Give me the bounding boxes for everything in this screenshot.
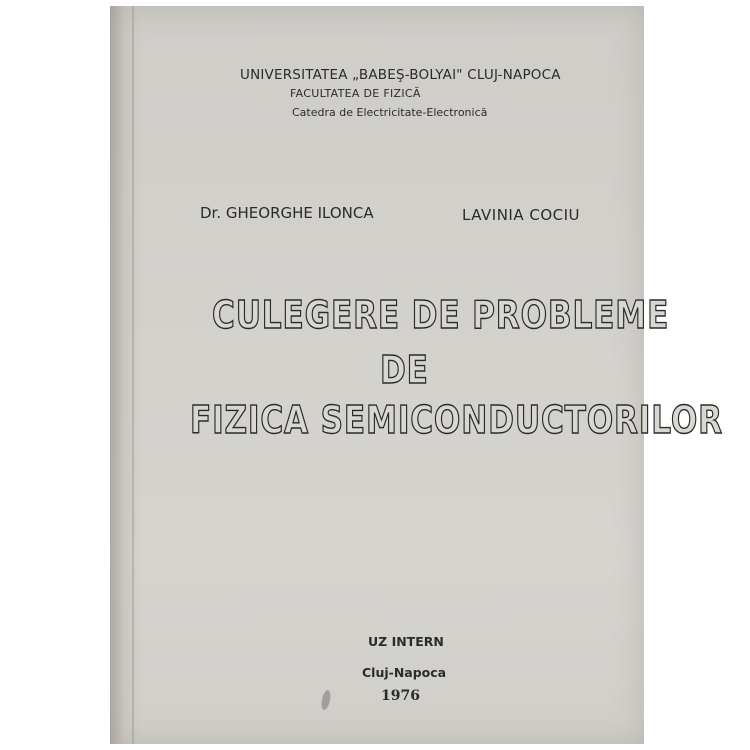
internal-use-label: UZ INTERN	[368, 634, 444, 649]
author-cociu: LAVINIA COCIU	[462, 206, 581, 224]
book-cover	[110, 6, 723, 744]
publication-city: Cluj-Napoca	[362, 665, 447, 680]
university-name: UNIVERSITATEA „BABEŞ-BOLYAI" CLUJ-NAPOCA	[240, 67, 561, 83]
author-ilonca: Dr. GHEORGHE ILONCA	[200, 204, 374, 222]
ink-smudge	[320, 689, 332, 710]
book-title-line-1: CULEGERE DE PROBLEME	[212, 293, 670, 337]
department-name: Catedra de Electricitate-Electronică	[292, 106, 488, 119]
spine-shadow	[110, 6, 142, 744]
spine-fold-line	[132, 6, 134, 744]
book-title-line-3: FIZICA SEMICONDUCTORILOR	[190, 398, 723, 442]
publication-year: 1976	[381, 688, 420, 704]
faculty-name: FACULTATEA DE FIZICĂ	[290, 87, 421, 100]
book-title-line-2: DE	[380, 348, 429, 392]
